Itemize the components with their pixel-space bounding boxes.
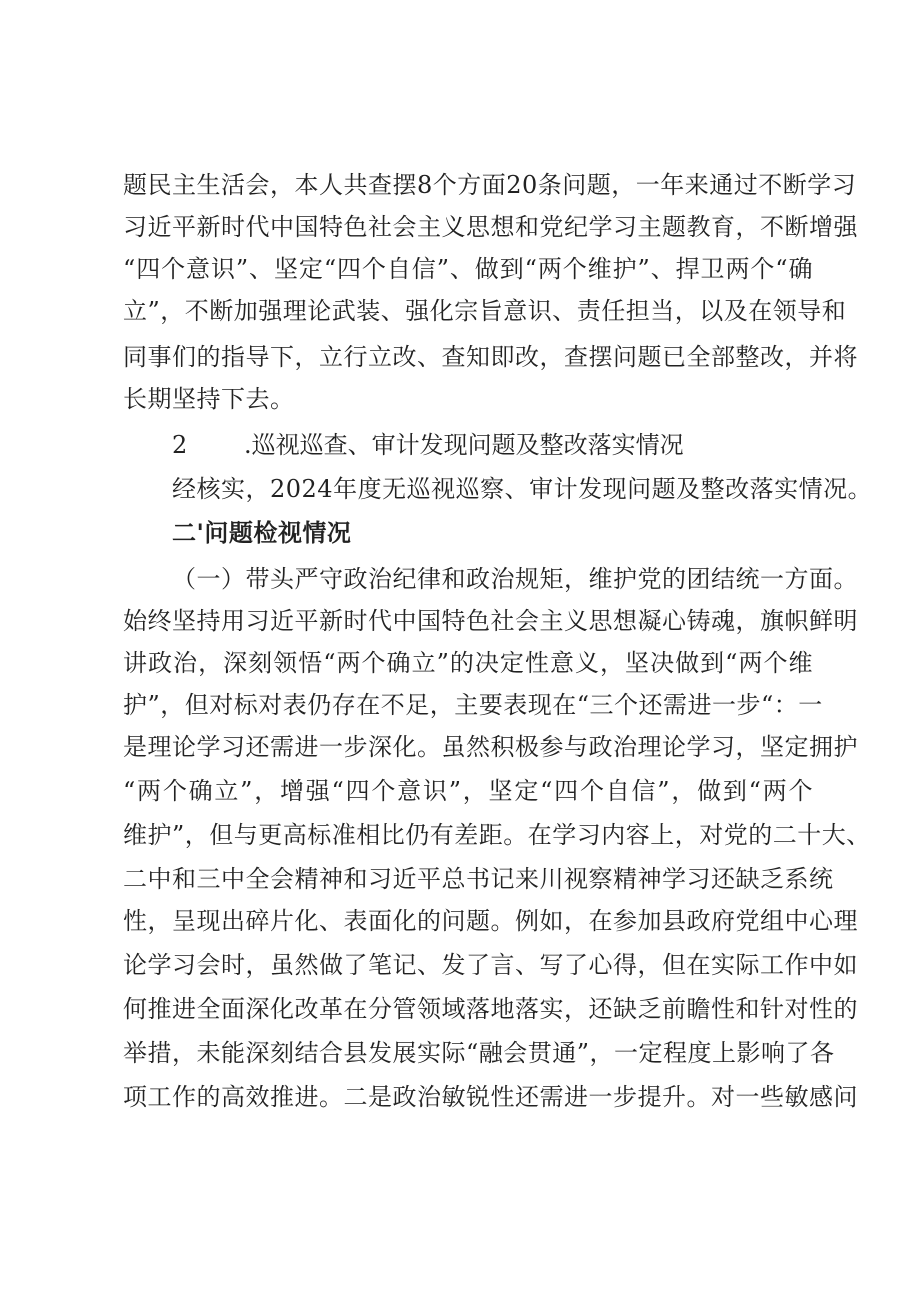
paragraph-1-line-5: 同事们的指导下，立行立改、查知即改，查摆问题已全部整改，并将 <box>123 343 858 371</box>
paragraph-3-line-6: “两个确立”，增强“四个意识”，坚定“四个自信”，做到“两个 <box>123 777 813 805</box>
paragraph-3-line-1: （一）带头严守政治纪律和政治规矩，维护党的团结统一方面。 <box>172 565 858 593</box>
paragraph-3-line-5: 是理论学习还需进一步深化。虽然积极参与政治理论学习，坚定拥护 <box>123 733 858 761</box>
paragraph-3-line-3: 讲政治，深刻领悟“两个确立”的决定性意义，坚决做到“两个维 <box>123 649 813 677</box>
item-2-number: 2 <box>172 431 188 459</box>
paragraph-1-line-6: 长期坚持下去。 <box>123 385 295 413</box>
paragraph-3-line-11: 何推进全面深化改革在分管领域落地落实，还缺乏前瞻性和针对性的 <box>123 995 858 1023</box>
paragraph-3-line-8: 二中和三中全会精神和习近平总书记来川视察精神学习还缺乏系统 <box>123 865 834 893</box>
paragraph-2: 经核实，2024年度无巡视巡察、审计发现问题及整改落实情况。 <box>172 475 873 503</box>
paragraph-3-line-10: 论学习会时，虽然做了笔记、发了言、写了心得，但在实际工作中如 <box>123 951 858 979</box>
item-2-title: .巡视巡查、审计发现问题及整改落实情况 <box>244 431 684 459</box>
paragraph-3-line-2: 始终坚持用习近平新时代中国特色社会主义思想凝心铸魂，旗帜鲜明 <box>123 607 858 635</box>
paragraph-1-line-4: 立”，不断加强理论武装、强化宗旨意识、责任担当，以及在领导和 <box>123 297 847 325</box>
paragraph-1-line-3: “四个意识”、坚定“四个自信”、做到“两个维护”、捍卫两个“确 <box>123 255 813 283</box>
paragraph-3-line-7: 维护”，但与更高标准相比仍有差距。在学习内容上，对党的二十大、 <box>123 821 871 849</box>
paragraph-3-line-4: 护”，但对标对表仍存在不足，主要表现在“三个还需进一步“：一 <box>123 691 823 719</box>
paragraph-3-line-12: 举措，未能深刻结合县发展实际“融会贯通”，一定程度上影响了各 <box>123 1039 835 1067</box>
paragraph-3-line-13: 项工作的高效推进。二是政治敏锐性还需进一步提升。对一些敏感问 <box>123 1083 858 1111</box>
paragraph-1-line-1: 题民主生活会，本人共查摆8个方面20条问题，一年来通过不断学习 <box>123 171 857 199</box>
paragraph-1-line-2: 习近平新时代中国特色社会主义思想和党纪学习主题教育，不断增强 <box>123 213 858 241</box>
section-2-heading: 二'问题检视情况 <box>172 519 352 547</box>
paragraph-3-line-9: 性，呈现出碎片化、表面化的问题。例如，在参加县政府党组中心理 <box>123 907 858 935</box>
